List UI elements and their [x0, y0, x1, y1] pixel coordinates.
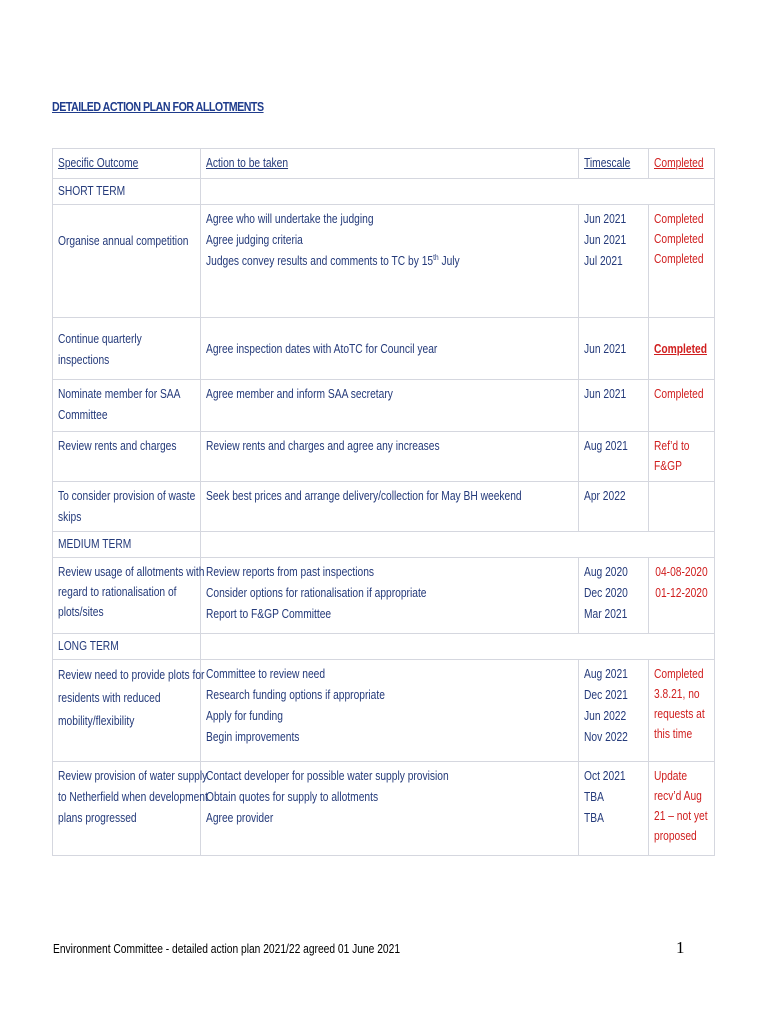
- timescale-cell: Aug 2021: [579, 432, 649, 482]
- table-row: [53, 380, 715, 432]
- section-label: SHORT TERM: [53, 179, 201, 205]
- action-cell: Contact developer for possible water supply provision Obtain quotes for supply to allotments Agree provider: [201, 762, 579, 856]
- action-cell: Committee to review need Research funding options if appropriate Apply for funding Begin improvements: [201, 660, 579, 762]
- section-label: LONG TERM: [53, 634, 201, 660]
- action-cell: Seek best prices and arrange delivery/collection for May BH weekend: [201, 482, 579, 532]
- timescale-cell: Jun 2021: [579, 380, 649, 432]
- outcome-cell: Review provision of water supply to Netherfield when development plans progressed: [53, 762, 201, 856]
- outcome-cell: Review usage of allotments with regard to rationalisation of plots/sites: [53, 558, 201, 634]
- table-row: [53, 318, 715, 380]
- completed-cell: 04-08-2020 01-12-2020: [649, 558, 715, 634]
- completed-cell: Completed: [649, 380, 715, 432]
- action-cell: Agree member and inform SAA secretary: [201, 380, 579, 432]
- timescale-cell: Aug 2021 Dec 2021 Jun 2022 Nov 2022: [579, 660, 649, 762]
- outcome-cell: To consider provision of waste skips: [53, 482, 201, 532]
- completed-cell: Update recv’d Aug 21 – not yet proposed: [649, 762, 715, 856]
- outcome-cell: Continue quarterly inspections: [53, 318, 201, 380]
- completed-cell: [649, 482, 715, 532]
- section-row-short-term: [53, 179, 715, 205]
- outcome-cell: Nominate member for SAA Committee: [53, 380, 201, 432]
- header-timescale: Timescale: [579, 149, 649, 179]
- timescale-cell: Jun 2021: [579, 318, 649, 380]
- header-outcome: Specific Outcome: [53, 149, 201, 179]
- section-row-medium-term: [53, 532, 715, 558]
- completed-cell: Completed Completed Completed: [649, 205, 715, 318]
- outcome-cell: Review rents and charges: [53, 432, 201, 482]
- action-cell: Agree who will undertake the judging Agree judging criteria Judges convey results and comments to TC by 15th July: [201, 205, 579, 318]
- action-cell: Review reports from past inspections Consider options for rationalisation if appropriate Report to F&GP Committee: [201, 558, 579, 634]
- outcome-cell: Review need to provide plots for residents with reduced mobility/flexibility: [53, 660, 201, 762]
- page-number: 1: [676, 938, 685, 957]
- section-row-long-term: [53, 634, 715, 660]
- table-header-row: [53, 149, 715, 179]
- completed-cell: Ref’d to F&GP: [649, 432, 715, 482]
- action-cell: Agree inspection dates with AtoTC for Council year: [201, 318, 579, 380]
- header-completed: Completed: [649, 149, 715, 179]
- table-row: [53, 482, 715, 532]
- timescale-cell: Aug 2020 Dec 2020 Mar 2021: [579, 558, 649, 634]
- table-row: [53, 762, 715, 856]
- section-label: MEDIUM TERM: [53, 532, 201, 558]
- outcome-cell: Organise annual competition: [53, 205, 201, 318]
- timescale-cell: Apr 2022: [579, 482, 649, 532]
- table-row: [53, 660, 715, 762]
- timescale-cell: Oct 2021 TBA TBA: [579, 762, 649, 856]
- action-cell: Review rents and charges and agree any increases: [201, 432, 579, 482]
- header-action: Action to be taken: [201, 149, 579, 179]
- table-row: [53, 432, 715, 482]
- page-footer: Environment Committee - detailed action plan 2021/22 agreed 01 June 2021: [53, 942, 401, 956]
- page-title: DETAILED ACTION PLAN FOR ALLOTMENTS: [52, 99, 264, 114]
- table-row: [53, 205, 715, 318]
- completed-cell: Completed 3.8.21, no requests at this time: [649, 660, 715, 762]
- action-plan-table: [52, 148, 715, 856]
- timescale-cell: Jun 2021 Jun 2021 Jul 2021: [579, 205, 649, 318]
- table-row: [53, 558, 715, 634]
- completed-cell: Completed: [649, 318, 715, 380]
